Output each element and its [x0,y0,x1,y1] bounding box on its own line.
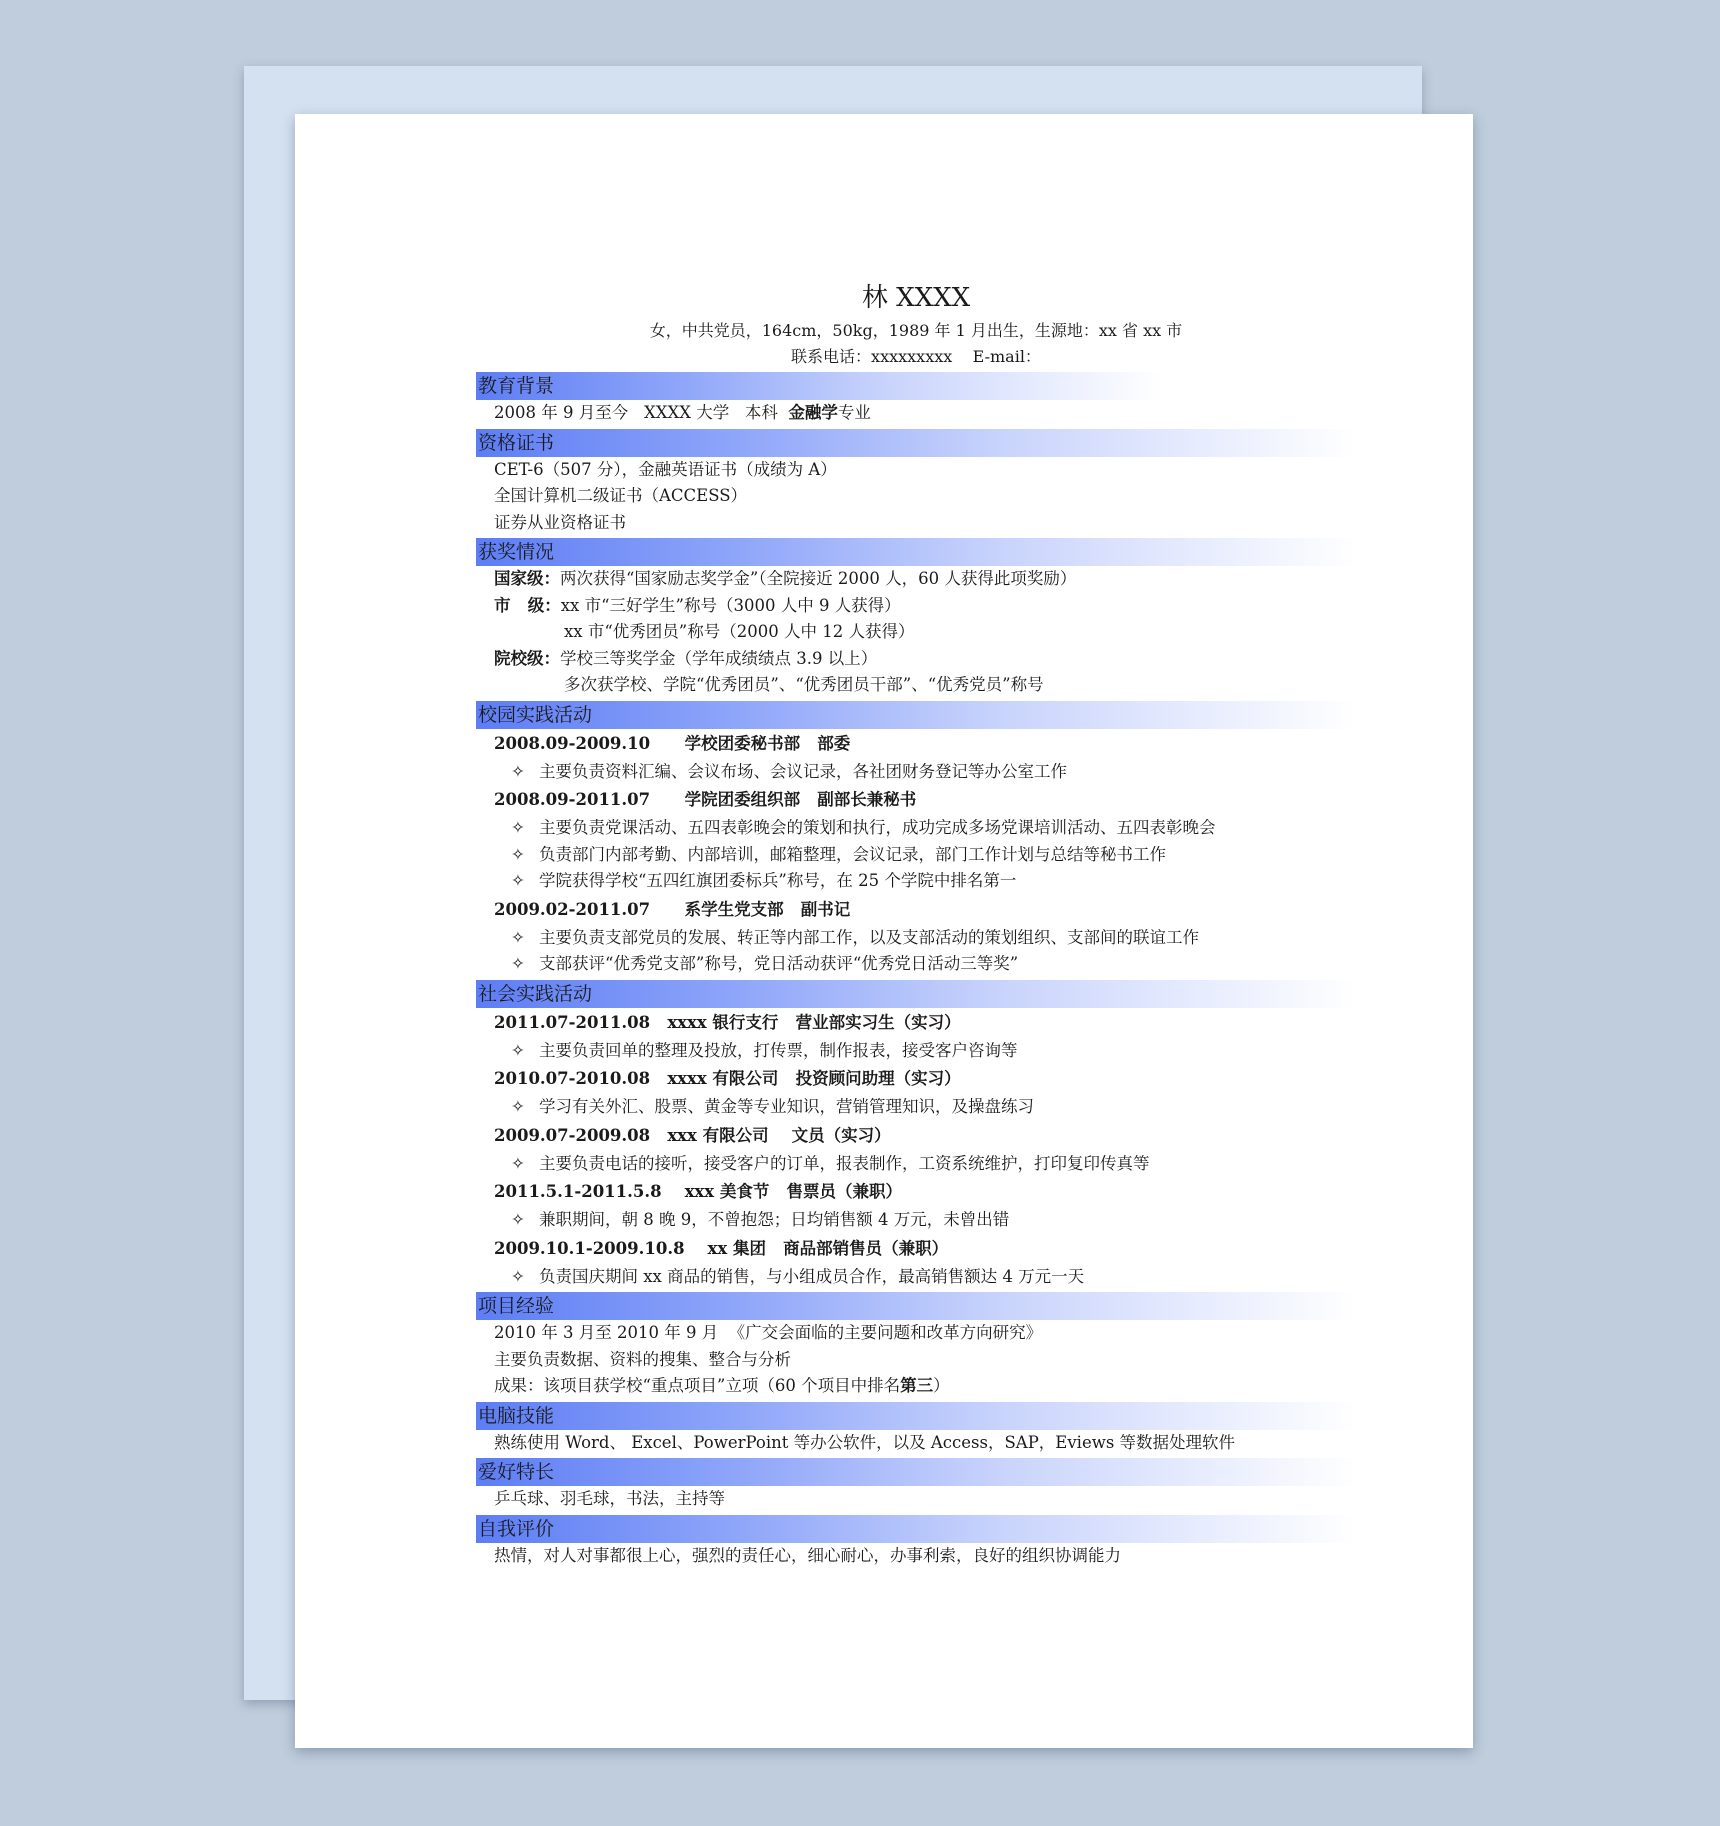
resume-name: 林 XXXX [861,283,971,313]
campus-activity-text: 负责部门内部考勤、内部培训，邮箱整理，会议记录，部门工作计划与总结等秘书工作 [539,844,1166,864]
diamond-bullet-icon: ✧ [511,927,525,947]
campus-activity-head: 2008.09-2011.07 学院团委组织部 副部长兼秘书 [494,790,917,809]
project-result-line [476,1373,1356,1400]
award-city [476,593,1356,620]
campus-activity-text: 主要负责资料汇编、会议布场、会议记录，各社团财务登记等办公室工作 [539,761,1067,781]
diamond-bullet-icon: ✧ [511,1040,525,1060]
campus-activity-item [476,815,1356,842]
diamond-bullet-icon: ✧ [511,844,525,864]
certificate-item: 证券从业资格证书 [494,512,626,532]
section-self-eval-title: 自我评价 [476,1515,1356,1543]
award-national-label: 国家级： [494,569,560,588]
diamond-bullet-icon: ✧ [511,871,525,890]
diamond-bullet-icon: ✧ [511,1097,525,1116]
personal-info-line: 女，中共党员，164cm，50kg，1989 年 1 月出生，生源地：xx 省 xx 市 [649,321,1183,340]
certificate-item: 全国计算机二级证书（ACCESS） [494,486,748,505]
education-major-suffix: 专业 [837,403,871,422]
campus-activity-text: 主要负责党课活动、五四表彰晚会的策划和执行，成功完成多场党课培训活动、五四表彰晚会 [539,818,1216,837]
self-eval-line: 热情，对人对事都很上心，强烈的责任心，细心耐心，办事利索，良好的组织协调能力 [494,1545,1121,1565]
front-paper-sheet [295,114,1473,1748]
campus-activity-item [476,951,1356,978]
project-result-suffix: ） [933,1376,950,1395]
section-awards-title: 获奖情况 [476,538,1356,566]
social-activity-item [476,1038,1356,1065]
award-school-2: 多次获学校、学院“优秀团员”、“优秀团员干部”、“优秀党员”称号 [564,675,1044,694]
contact-line: 联系电话：xxxxxxxxx E-mail： [791,347,1041,366]
diamond-bullet-icon: ✧ [511,1153,525,1173]
section-campus-title: 校园实践活动 [476,701,1356,729]
social-activity-head: 2011.07-2011.08 xxxx 银行支行 营业部实习生（实习） [494,1012,961,1032]
social-activity-item [476,1207,1356,1234]
social-activity-text: 主要负责电话的接听，接受客户的订单，报表制作，工资系统维护，打印复印传真等 [539,1153,1150,1173]
hobbies-line: 乒乓球、羽毛球，书法，主持等 [494,1489,725,1508]
project-result-prefix: 成果：该项目获学校“重点项目”立项（60 个项目中排名 [494,1376,901,1395]
computer-skills-line: 熟练使用 Word、 Excel、PowerPoint 等办公软件，以及 Access，SAP，Eviews 等数据处理软件 [494,1432,1236,1452]
section-education-title: 教育背景 [476,372,1162,400]
award-school [476,646,1356,673]
section-social-title: 社会实践活动 [476,980,1356,1008]
project-result-rank: 第三 [900,1376,934,1395]
section-computer-title: 电脑技能 [476,1402,1356,1430]
resume-content [476,278,1356,1569]
social-activity-item [476,1264,1356,1291]
diamond-bullet-icon: ✧ [511,1266,525,1286]
award-city-label: 市 级： [494,595,561,615]
social-activity-head: 2009.10.1-2009.10.8 xx 集团 商品部销售员（兼职） [494,1238,949,1258]
campus-activity-item [476,925,1356,952]
social-activity-item [476,1094,1356,1121]
campus-activity-item [476,842,1356,869]
campus-activity-text: 支部获评“优秀党支部”称号，党日活动获评“优秀党日活动三等奖” [539,954,1019,973]
campus-activity-item [476,868,1356,895]
section-project-title: 项目经验 [476,1292,1356,1320]
award-city-2: xx 市“优秀团员”称号（2000 人中 12 人获得） [564,622,915,641]
section-certificates-title: 资格证书 [476,429,1356,457]
social-activity-head: 2010.07-2010.08 xxxx 有限公司 投资顾问助理（实习） [494,1069,961,1088]
education-date-school: 2008 年 9 月至今 XXXX 大学 本科 [494,403,789,422]
education-line [476,400,1356,427]
certificate-item: CET-6（507 分），金融英语证书（成绩为 A） [494,459,837,479]
campus-activity-head: 2009.02-2011.07 系学生党支部 副书记 [494,899,851,919]
award-national-text: 两次获得“国家励志奖学金”（全院接近 2000 人，60 人获得此项奖励） [560,569,1077,588]
social-activity-item [476,1151,1356,1178]
social-activity-head: 2011.5.1-2011.5.8 xxx 美食节 售票员（兼职） [494,1182,903,1201]
award-national [476,566,1356,593]
award-city-text: xx 市“三好学生”称号（3000 人中 9 人获得） [560,595,901,615]
diamond-bullet-icon: ✧ [511,954,525,973]
social-activity-text: 主要负责回单的整理及投放，打传票，制作报表，接受客户咨询等 [539,1040,1018,1060]
social-activity-text: 兼职期间，朝 8 晚 9，不曾抱怨；日均销售额 4 万元，未曾出错 [539,1210,1010,1229]
campus-activity-text: 学院获得学校“五四红旗团委标兵”称号，在 25 个学院中排名第一 [539,871,1017,890]
education-major: 金融学 [788,403,838,422]
social-activity-head: 2009.07-2009.08 xxx 有限公司 文员（实习） [494,1125,891,1145]
social-activity-text: 学习有关外汇、股票、黄金等专业知识，营销管理知识，及操盘练习 [539,1097,1034,1116]
section-hobbies-title: 爱好特长 [476,1458,1356,1486]
campus-activity-head: 2008.09-2009.10 学校团委秘书部 部委 [494,733,851,753]
social-activity-text: 负责国庆期间 xx 商品的销售，与小组成员合作，最高销售额达 4 万元一天 [539,1266,1085,1286]
project-line: 主要负责数据、资料的搜集、整合与分析 [494,1349,791,1369]
diamond-bullet-icon: ✧ [511,761,525,781]
campus-activity-text: 主要负责支部党员的发展、转正等内部工作，以及支部活动的策划组织、支部间的联谊工作 [539,927,1199,947]
project-line: 2010 年 3 月至 2010 年 9 月 《广交会面临的主要问题和改革方向研究》 [494,1323,1043,1342]
award-school-label: 院校级： [494,648,560,668]
award-school-text: 学校三等奖学金（学年成绩绩点 3.9 以上） [560,648,878,668]
diamond-bullet-icon: ✧ [511,1210,525,1229]
campus-activity-item [476,759,1356,786]
diamond-bullet-icon: ✧ [511,818,525,837]
